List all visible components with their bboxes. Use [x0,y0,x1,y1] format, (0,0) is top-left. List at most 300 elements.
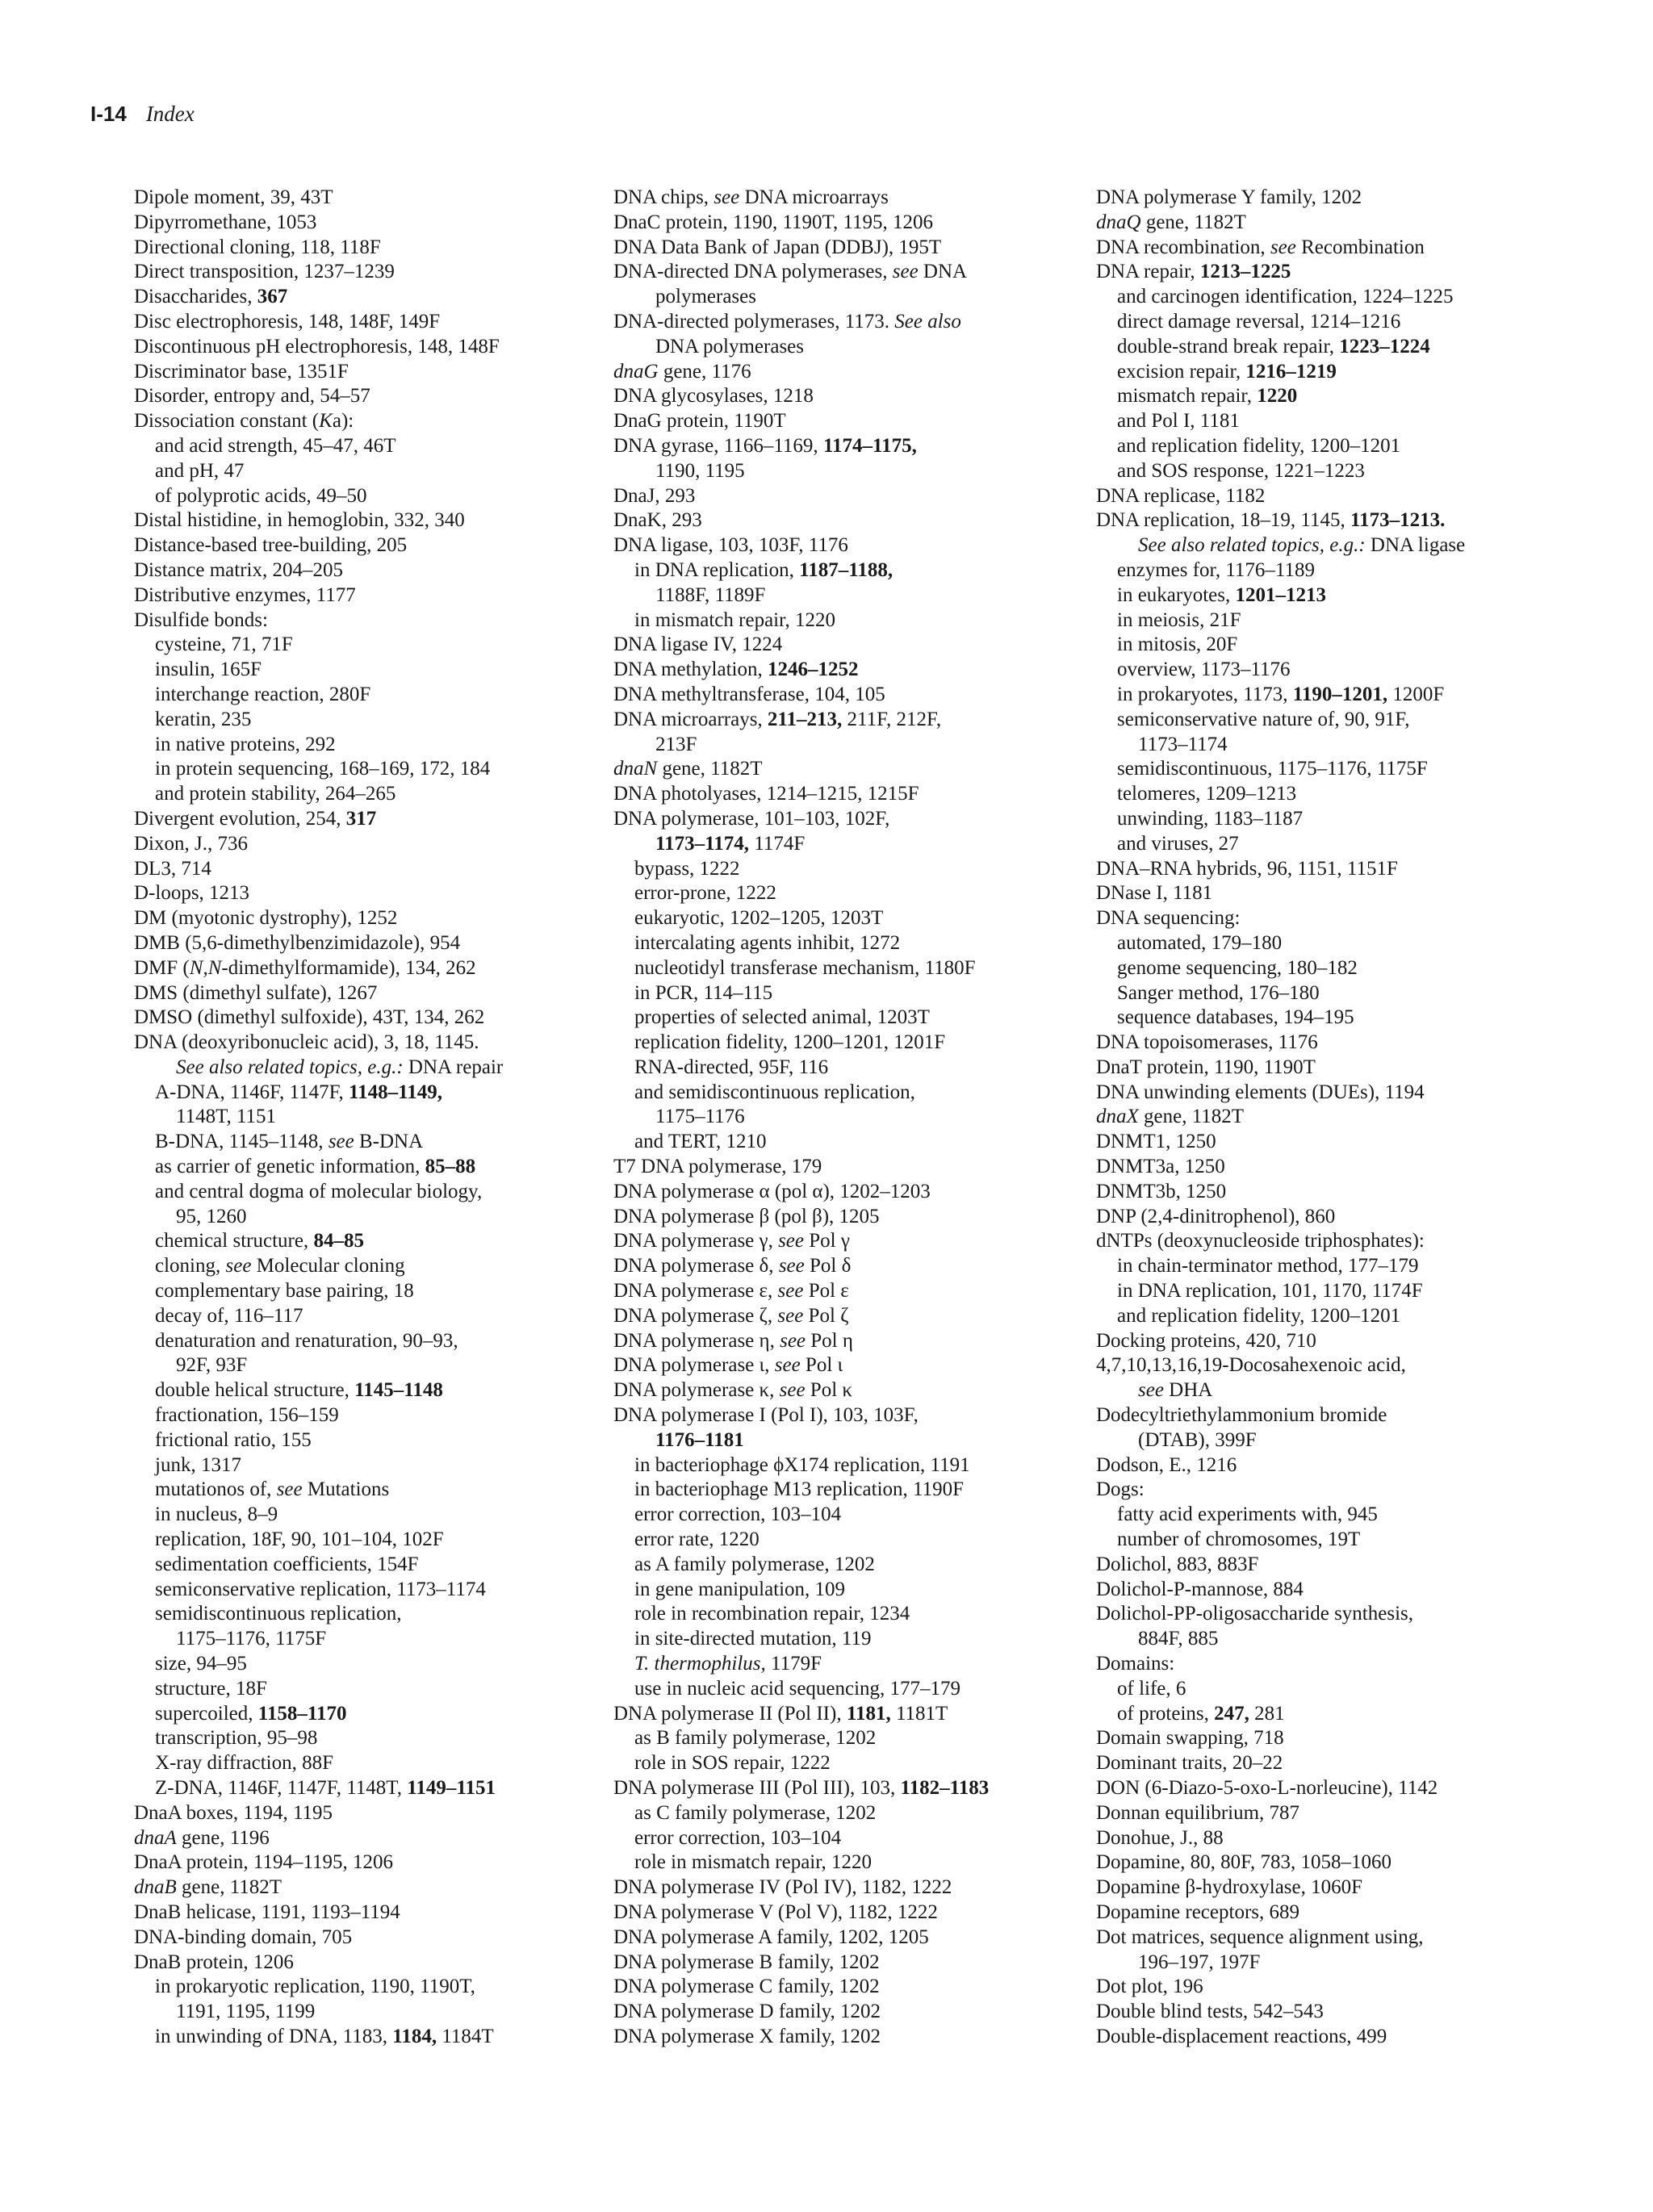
entry-text: in chain-terminator method, 177–179 [1117,1255,1419,1277]
index-entry [134,186,570,211]
entry-text: DNMT3b, 1250 [1096,1180,1227,1202]
index-entry [134,1801,570,1826]
entry-text: and TERT, 1210 [634,1131,767,1153]
entry-text: 1200F [1387,683,1445,705]
index-subentry [613,1428,1049,1453]
entry-text: DnaJ, 293 [613,484,696,507]
index-subentry [134,1776,570,1801]
index-entry [613,1378,1049,1403]
entry-text: gene, 1196 [176,1826,270,1849]
index-entry [1096,1801,1532,1826]
entry-text: B-DNA [354,1131,424,1153]
index-entry [613,1353,1049,1378]
index-subentry [1096,335,1532,360]
entry-text: see [778,1255,805,1277]
entry-text: Double blind tests, 542–543 [1096,2001,1324,2023]
entry-text: Divergent evolution, 254, [134,807,346,830]
entry-text: See also related topics, e.g.: [176,1056,404,1078]
entry-text: cysteine, 71, 71F [155,633,293,656]
index-subentry [613,1528,1049,1553]
index-subentry [613,1081,1049,1106]
entry-text: error correction, 103–104 [634,1503,842,1526]
index-entry [613,1329,1049,1354]
index-subentry [134,658,570,683]
entry-text: DNA polymerase α (pol α), 1202–1203 [613,1180,931,1202]
index-subentry [613,583,1049,608]
index-entry [613,1776,1049,1801]
entry-text: 4,7,10,13,16,19-Docosahexenoic acid, [1096,1354,1406,1377]
index-entry [613,1702,1049,1727]
index-entry [613,1900,1049,1926]
entry-text: Disulfide bonds: [134,608,268,631]
index-entry [1096,236,1532,261]
entry-text: Distance-based tree-building, 205 [134,534,408,557]
index-entry [1096,2025,1532,2050]
index-entry [613,658,1049,683]
index-entry [134,558,570,583]
index-entry [613,360,1049,385]
entry-text: B-DNA, 1145–1148, [155,1131,329,1153]
entry-text: 1181T [890,1702,948,1725]
index-entry [134,285,570,310]
entry-text: ): [341,410,354,433]
entry-text: see [780,1329,806,1352]
entry-text: Sanger method, 176–180 [1117,981,1320,1004]
index-entry [613,633,1049,658]
entry-text: DNA chips, [613,186,714,208]
index-subentry [613,1031,1049,1056]
index-subentry [1096,1528,1532,1553]
entry-text: DNMT1, 1250 [1096,1131,1216,1153]
entry-text: a [332,410,341,433]
entry-text: dnaA [134,1826,177,1849]
index-entry [613,1155,1049,1180]
index-entry [1096,1180,1532,1205]
entry-text: 1175–1176 [655,1106,745,1128]
entry-text: 1145–1148 [354,1379,443,1402]
index-entry [134,807,570,832]
index-entry [1096,1850,1532,1875]
entry-text: overview, 1173–1176 [1117,659,1291,681]
index-subentry [613,906,1049,931]
entry-text: 1173–1213. [1350,509,1446,532]
entry-text: in nucleus, 8–9 [155,1503,278,1526]
entry-text: N,N [189,956,222,979]
entry-text: DNA microarrays [739,186,889,208]
index-entry [613,310,1049,335]
entry-text: and carcinogen identification, 1224–1225 [1117,286,1454,308]
entry-text: DMS (dimethyl sulfate), 1267 [134,981,378,1004]
entry-text: size, 94–95 [155,1653,247,1675]
entry-text: as carrier of genetic information, [155,1156,425,1178]
entry-text: supercoiled, [155,1702,258,1725]
entry-text: chemical structure, [155,1230,314,1252]
index-entry [134,1951,570,1976]
entry-text: DMB (5,6-dimethylbenzimidazole), 954 [134,931,461,954]
index-entry [1096,2000,1532,2025]
index-entry [1096,1602,1532,1627]
entry-text: Dolichol-PP-oligosaccharide synthesis, [1096,1603,1413,1625]
entry-text: fatty acid experiments with, 945 [1117,1503,1378,1526]
entry-text: dnaX [1096,1106,1139,1128]
index-entry [134,832,570,857]
index-entry [1096,1403,1532,1428]
entry-text: DNA-directed DNA polymerases, [613,261,893,283]
index-subentry [134,1627,570,1652]
index-subentry [134,1503,570,1528]
entry-text: DNA sequencing: [1096,907,1241,930]
entry-text: Disaccharides, [134,286,257,308]
index-subentry [613,1801,1049,1826]
entry-text: Donohue, J., 88 [1096,1826,1224,1849]
entry-text: gene, 1182T [1140,211,1246,233]
entry-text: DNA ligase, 103, 103F, 1176 [613,534,848,557]
index-entry [134,1850,570,1875]
index-entry [613,807,1049,832]
entry-text: gene, 1182T [1138,1106,1245,1128]
entry-text: see [778,1230,804,1252]
index-subentry [613,1056,1049,1081]
entry-text: dnaN [613,758,658,780]
entry-text: Dissociation constant ( [134,410,320,433]
entry-text: Docking proteins, 420, 710 [1096,1329,1316,1352]
entry-text: DON (6-Diazo-5-oxo-L-norleucine), 1142 [1096,1777,1438,1799]
entry-text: see [777,1280,804,1303]
index-subentry [134,733,570,758]
index-subentry [134,683,570,708]
index-entry [134,360,570,385]
index-subentry [134,1553,570,1578]
index-entry [1096,1975,1532,2000]
entry-text: transcription, 95–98 [155,1727,318,1750]
entry-text: 884F, 885 [1138,1628,1219,1650]
index-subentry [134,1130,570,1155]
entry-text: DNA polymerase, 101–103, 102F, [613,807,890,830]
entry-text: DNA replication, 18–19, 1145, [1096,509,1351,532]
index-subentry [134,1056,570,1081]
index-subentry [134,1602,570,1627]
index-subentry [613,335,1049,360]
index-entry [1096,1826,1532,1851]
entry-text: keratin, 235 [155,708,252,730]
entry-text: double helical structure, [155,1379,355,1402]
entry-text: DNA polymerase C family, 1202 [613,1976,880,1998]
entry-text: 1173–1174, [655,832,749,855]
entry-text: DNA polymerase Y family, 1202 [1096,186,1362,208]
entry-text: Dodecyltriethylammonium bromide [1096,1404,1387,1427]
index-entry [134,583,570,608]
entry-text: and semidiscontinuous replication, [634,1081,915,1103]
entry-text: cloning, [155,1255,226,1277]
entry-text: dNTPs (deoxynucleoside triphosphates): [1096,1230,1425,1252]
entry-text: and replication fidelity, 1200–1201 [1117,1304,1401,1327]
entry-text: decay of, 116–117 [155,1304,303,1327]
index-subentry [613,881,1049,906]
entry-text: Dot plot, 196 [1096,1976,1203,1998]
index-entry [1096,1130,1532,1155]
entry-text: DNA polymerase ζ, [613,1304,778,1327]
entry-text: Pol η [806,1329,853,1352]
page-number: I-14 [90,102,127,126]
index-subentry [1096,1503,1532,1528]
index-subentry [1096,1951,1532,1976]
entry-text: DMSO (dimethyl sulfoxide), 43T, 134, 262 [134,1006,485,1029]
entry-text: in DNA replication, [634,558,800,581]
index-subentry [1096,683,1532,708]
index-entry [1096,1652,1532,1677]
entry-text: sedimentation coefficients, 154F [155,1553,419,1575]
entry-text: DNP (2,4-dinitrophenol), 860 [1096,1205,1336,1227]
index-entry [134,236,570,261]
entry-text: DnaB protein, 1206 [134,1951,294,1973]
index-entry [1096,1751,1532,1776]
entry-text: in native proteins, 292 [155,733,336,755]
entry-text: Directional cloning, 118, 118F [134,236,381,258]
entry-text: Dodson, E., 1216 [1096,1453,1237,1476]
entry-text: see [1138,1379,1164,1402]
index-entry [1096,186,1532,211]
index-entry [134,310,570,335]
entry-text: Domains: [1096,1653,1175,1675]
index-entry [613,1875,1049,1900]
index-entry [1096,1875,1532,1900]
entry-text: Distal histidine, in hemoglobin, 332, 340 [134,509,465,532]
index-entry [613,186,1049,211]
entry-text: DNA polymerase ι, [613,1354,775,1377]
entry-text: DNA repair, [1096,261,1200,283]
index-entry [1096,1776,1532,1801]
entry-text: -dimethylformamide), 134, 262 [221,956,476,979]
index-entry [134,1031,570,1056]
entry-text: denaturation and renaturation, 90–93, [155,1329,458,1352]
entry-text: 1190–1201, [1292,683,1388,705]
entry-text: in mitosis, 20F [1117,633,1238,656]
entry-text: error correction, 103–104 [634,1826,842,1849]
entry-text: insulin, 165F [155,659,262,681]
index-subentry [613,1677,1049,1702]
entry-text: T7 DNA polymerase, 179 [613,1156,822,1178]
entry-text: junk, 1317 [155,1453,241,1476]
index-entry [1096,1353,1532,1378]
index-subentry [1096,658,1532,683]
entry-text: 1220 [1257,385,1298,408]
index-entry [134,881,570,906]
entry-text: interchange reaction, 280F [155,683,371,705]
index-entry [613,211,1049,236]
index-subentry [613,558,1049,583]
index-subentry [134,1180,570,1205]
entry-text: Dogs: [1096,1478,1145,1501]
entry-text: as C family polymerase, 1202 [634,1801,877,1824]
index-subentry [134,1353,570,1378]
entry-text: excision repair, [1117,360,1246,383]
index-entry [134,409,570,434]
index-entry [613,484,1049,509]
entry-text: DNA polymerase ε, [613,1280,778,1303]
entry-text: 1148T, 1151 [176,1106,277,1128]
index-entry [134,1006,570,1031]
entry-text: Pol κ [805,1379,852,1402]
entry-text: 85–88 [425,1156,476,1178]
index-entry [613,708,1049,733]
entry-text: DnaK, 293 [613,509,702,532]
entry-text: see [1270,236,1296,258]
entry-text: Pol δ [804,1255,852,1277]
entry-text: 1223–1224 [1339,335,1430,358]
entry-text: DL3, 714 [134,857,211,880]
entry-text: Distributive enzymes, 1177 [134,583,356,606]
entry-text: and protein stability, 264–265 [155,783,396,805]
index-subentry [134,1751,570,1776]
entry-text: 213F [655,733,697,755]
entry-text: T. thermophilus, [634,1653,766,1675]
entry-text: gene, 1182T [176,1876,282,1899]
entry-text: 367 [257,286,288,308]
entry-text: 247, [1214,1702,1249,1725]
entry-text: 196–197, 197F [1138,1951,1261,1973]
entry-text: DNA polymerase A family, 1202, 1205 [613,1926,929,1948]
entry-text: see [714,186,740,208]
entry-text: Pol ε [803,1280,849,1303]
index-subentry [613,1751,1049,1776]
entry-text: eukaryotic, 1202–1205, 1203T [634,907,884,930]
index-subentry [1096,1677,1532,1702]
entry-text: 1174F [749,832,806,855]
index-entry [613,434,1049,459]
index-entry [613,1229,1049,1254]
index-subentry [613,1602,1049,1627]
entry-text: enzymes for, 1176–1189 [1117,558,1316,581]
entry-text: gene, 1176 [658,360,751,383]
index-entry [613,533,1049,558]
entry-text: DNA photolyases, 1214–1215, 1215F [613,783,919,805]
index-subentry [613,981,1049,1006]
index-subentry [134,757,570,782]
entry-text: in gene manipulation, 109 [634,1578,846,1600]
index-subentry [1096,608,1532,633]
index-entry [613,1254,1049,1279]
index-subentry [134,1478,570,1503]
entry-text: of proteins, [1117,1702,1215,1725]
index-subentry [613,1105,1049,1130]
entry-text: Dipyrromethane, 1053 [134,211,317,233]
index-entry [613,1951,1049,1976]
index-entry [134,981,570,1006]
index-column-1 [134,186,570,2050]
index-subentry [613,1726,1049,1751]
index-entry [134,384,570,409]
index-entry [613,683,1049,708]
entry-text: DNA polymerases [655,335,804,358]
index-subentry [134,1329,570,1354]
entry-text: 1191, 1195, 1199 [176,2001,316,2023]
index-column-2 [613,186,1049,2050]
entry-text: DNA topoisomerases, 1176 [1096,1031,1318,1054]
page-header [90,100,195,128]
entry-text: DNA glycosylases, 1218 [613,385,814,408]
index-subentry [1096,956,1532,981]
entry-text: DNA gyrase, 1166–1169, [613,434,823,457]
entry-text: DNA repair [403,1056,504,1078]
entry-text: DNA polymerase η, [613,1329,780,1352]
entry-text: see [276,1478,303,1501]
index-entry [613,2025,1049,2050]
entry-text: See also related topics, e.g.: [1138,534,1366,557]
entry-text: 95, 1260 [176,1205,247,1227]
entry-text: DnaA protein, 1194–1195, 1206 [134,1851,394,1874]
index-subentry [1096,1006,1532,1031]
index-subentry [134,782,570,807]
index-subentry [613,1130,1049,1155]
entry-text: fractionation, 156–159 [155,1404,339,1427]
entry-text: (DTAB), 399F [1138,1428,1257,1451]
index-subentry [134,1205,570,1230]
entry-text: DnaB helicase, 1191, 1193–1194 [134,1900,400,1923]
entry-text: 1187–1188, [799,558,893,581]
entry-text: Discontinuous pH electrophoresis, 148, 148F [134,335,500,358]
index-subentry [613,931,1049,956]
entry-text: dnaB [134,1876,177,1899]
index-subentry [134,484,570,509]
entry-text: DNA polymerase B family, 1202 [613,1951,880,1973]
index-subentry [134,1304,570,1329]
entry-text: DNase I, 1181 [1096,882,1213,905]
entry-text: and Pol I, 1181 [1117,410,1240,433]
entry-text: structure, 18F [155,1677,267,1700]
entry-text: Disorder, entropy and, 54–57 [134,385,370,408]
index-entry [1096,508,1532,533]
entry-text: Mutations [302,1478,390,1501]
running-head: Index [145,102,195,126]
index-subentry [1096,1304,1532,1329]
entry-text: double-strand break repair, [1117,335,1340,358]
entry-text: 84–85 [313,1230,364,1252]
index-subentry [1096,409,1532,434]
index-entry [613,409,1049,434]
entry-text: DNA microarrays, [613,708,768,730]
entry-text: 1201–1213 [1235,583,1326,606]
entry-text: DNA recombination, [1096,236,1270,258]
entry-text: DNA polymerase IV (Pol IV), 1182, 1222 [613,1876,952,1899]
index-subentry [1096,285,1532,310]
index-entry [1096,260,1532,285]
index-entry [1096,1578,1532,1603]
entry-text: DHA [1163,1379,1213,1402]
entry-text: dnaQ [1096,211,1141,233]
index-subentry [1096,757,1532,782]
index-subentry [1096,1702,1532,1727]
index-subentry [1096,459,1532,484]
index-entry [1096,1478,1532,1503]
entry-text: 1173–1174 [1138,733,1228,755]
entry-text: and viruses, 27 [1117,832,1239,855]
entry-text: DNA replicase, 1182 [1096,484,1266,507]
entry-text: DnaA boxes, 1194, 1195 [134,1801,333,1824]
index-subentry [1096,384,1532,409]
entry-text: DNA polymerase γ, [613,1230,779,1252]
entry-text: semidiscontinuous, 1175–1176, 1175F [1117,758,1428,780]
index-entry [1096,1056,1532,1081]
index-subentry [613,1453,1049,1478]
entry-text: DnaG protein, 1190T [613,410,786,433]
entry-text: in prokaryotes, 1173, [1117,683,1293,705]
entry-text: genome sequencing, 180–182 [1117,956,1358,979]
index-entry [1096,1229,1532,1254]
index-entry [613,1403,1049,1428]
index-subentry [134,1378,570,1403]
entry-text: Pol γ [804,1230,850,1252]
entry-text: polymerases [655,286,756,308]
